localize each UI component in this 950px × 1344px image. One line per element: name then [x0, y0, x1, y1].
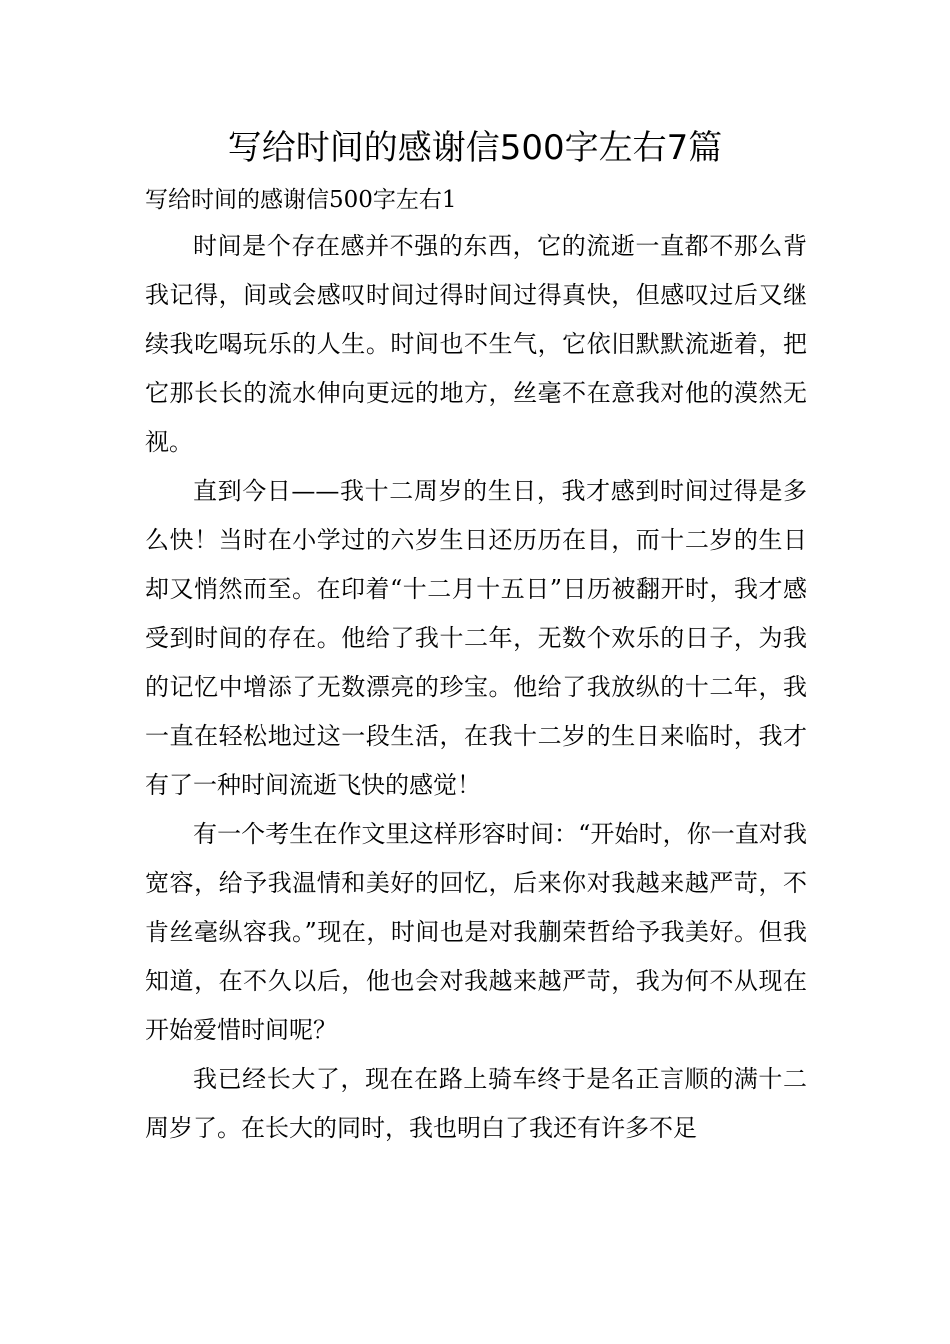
document-title: 写给时间的感谢信500字左右7篇: [227, 128, 723, 168]
paragraph-2: 直到今日——我十二周岁的生日，我才感到时间过得是多么快！当时在小学过的六岁生日还历历在目，而十二岁的生日却又悄然而至。在印着“十二月十五日”日历被翻开时，我才感受到时间的存在。他给了我十二年，无数个欢乐的日子，为我的记忆中增添了无数漂亮的珍宝。他给了我放纵的十二年，我一直在轻松地过这一段生活，在我十二岁的生日来临时，我才有了一种时间流逝飞快的感觉！: [145, 477, 807, 799]
paragraph-1: 时间是个存在感并不强的东西，它的流逝一直都不那么背我记得，间或会感叹时间过得时间过得真快，但感叹过后又继续我吃喝玩乐的人生。时间也不生气，它依旧默默流逝着，把它那长长的流水伸向更远的地方，丝毫不在意我对他的漠然无视。: [145, 232, 807, 456]
section-heading: 写给时间的感谢信500字左右1: [145, 187, 457, 213]
document-body: [145, 178, 807, 1153]
paragraph-4: 我已经长大了，现在在路上骑车终于是名正言顺的满十二周岁了。在长大的同时，我也明白了我还有许多不足: [145, 1065, 807, 1142]
paragraph-3: 有一个考生在作文里这样形容时间：“开始时，你一直对我宽容，给予我温情和美好的回忆，后来你对我越来越严苛，不肯丝毫纵容我。”现在，时间也是对我蒯荣哲给予我美好。但我知道，在不久以后，他也会对我越来越严苛，我为何不从现在开始爱惜时间呢？: [145, 820, 807, 1044]
